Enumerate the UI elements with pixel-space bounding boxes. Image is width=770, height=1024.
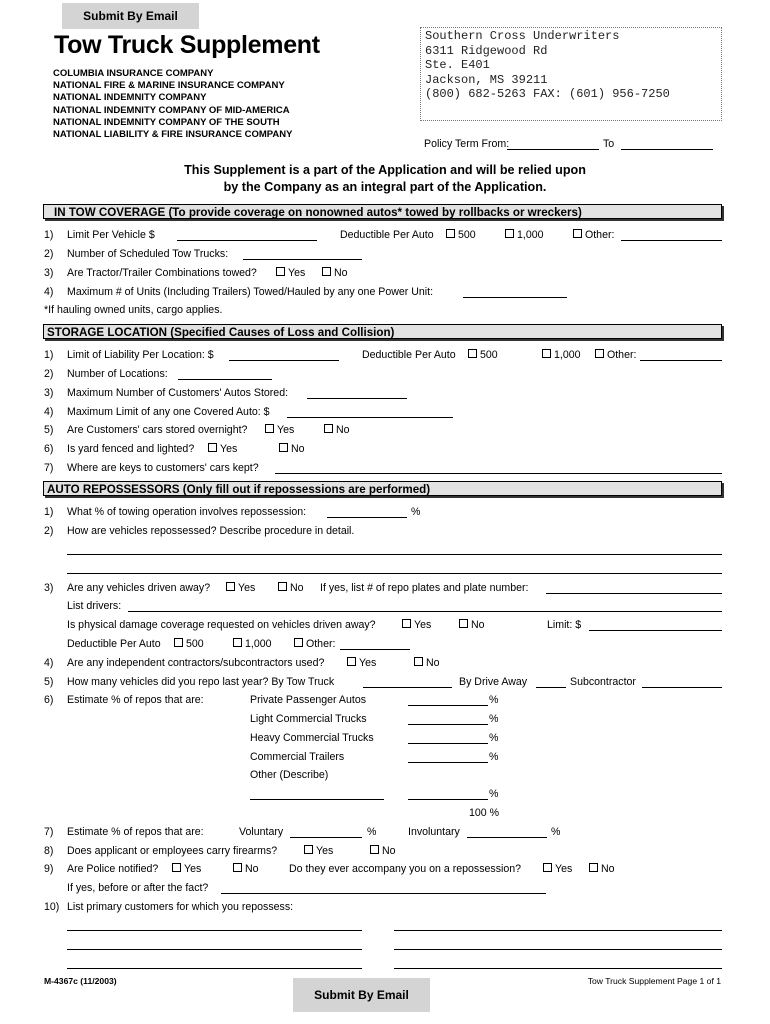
tow-ded-1000-checkbox[interactable]: 1,000 — [505, 229, 544, 241]
submit-by-email-button-top[interactable]: Submit By Email — [62, 3, 199, 29]
item-number: 7) — [44, 462, 54, 474]
tow-limit-label: Limit Per Vehicle $ — [67, 229, 155, 241]
percent-sign: % — [489, 732, 499, 744]
item-number: 1) — [44, 229, 54, 241]
item-number: 2) — [44, 248, 54, 260]
item-number: 3) — [44, 267, 54, 279]
repo-before-after-label: If yes, before or after the fact? — [67, 882, 209, 894]
storage-fenced-yes-checkbox[interactable]: Yes — [208, 443, 237, 455]
policy-term-from-field[interactable] — [507, 149, 599, 150]
repo-customers-field[interactable] — [67, 949, 362, 950]
agency-address-box — [420, 27, 722, 121]
percent-sign: % — [489, 713, 499, 725]
repo-other-describe-field[interactable] — [250, 799, 384, 800]
repo-estimate-label: Estimate % of repos that are: — [67, 694, 204, 706]
tow-max-units-label: Maximum # of Units (Including Trailers) Towed/Hauled by any one Power Unit: — [67, 286, 434, 298]
storage-limit-field[interactable] — [229, 360, 339, 361]
storage-keys-label: Where are keys to customers' cars kept? — [67, 462, 259, 474]
item-number: 10) — [44, 901, 60, 913]
storage-locations-field[interactable] — [178, 379, 272, 380]
repo-total-percent: 100 % — [469, 807, 500, 819]
repo-voluntary-field[interactable] — [290, 837, 362, 838]
repo-involuntary-field[interactable] — [467, 837, 547, 838]
company-list — [53, 68, 292, 141]
repo-how-many-label: How many vehicles did you repo last year? By Tow Truck — [67, 676, 335, 688]
policy-term-from-label: Policy Term From: — [424, 138, 510, 150]
repo-drivers-label: List drivers: — [67, 600, 122, 612]
repo-type-pct-field[interactable] — [408, 743, 488, 744]
company-name: NATIONAL FIRE & MARINE INSURANCE COMPANY — [53, 80, 285, 92]
repo-customers-field[interactable] — [67, 968, 362, 969]
repo-accompany-label: Do they ever accompany you on a repossession? — [289, 863, 522, 875]
percent-sign: % — [411, 506, 421, 518]
repo-police-label: Are Police notified? — [67, 863, 159, 875]
storage-fenced-no-checkbox[interactable]: No — [279, 443, 305, 455]
storage-ded-other-checkbox[interactable]: Other: — [595, 349, 636, 361]
repo-customers-field[interactable] — [394, 968, 722, 969]
storage-overnight-no-checkbox[interactable]: No — [324, 424, 350, 436]
repo-subcontractor-field[interactable] — [642, 687, 722, 688]
repo-drive-away-field[interactable] — [536, 687, 566, 688]
item-number: 2) — [44, 368, 54, 380]
repo-driven-no-checkbox[interactable]: No — [278, 582, 304, 594]
item-number: 4) — [44, 286, 54, 298]
repo-how-label: How are vehicles repossessed? Describe procedure in detail. — [67, 525, 355, 537]
item-number: 1) — [44, 349, 54, 361]
policy-term-to-label: To — [603, 138, 615, 150]
repo-by-tow-truck-field[interactable] — [363, 687, 452, 688]
repo-type-pct-field[interactable] — [408, 799, 488, 800]
repo-ded-other-field[interactable] — [340, 649, 410, 650]
repo-type-label: Commercial Trailers — [250, 751, 345, 763]
percent-sign: % — [551, 826, 561, 838]
repo-physical-damage-label: Is physical damage coverage requested on vehicles driven away? — [67, 619, 376, 631]
intro-statement — [0, 162, 770, 196]
storage-ded-other-field[interactable] — [640, 360, 722, 361]
storage-max-customers-field[interactable] — [307, 398, 407, 399]
repo-firearms-no-checkbox[interactable]: No — [370, 845, 396, 857]
address-line: (800) 682-5263 FAX: (601) 956-7250 — [425, 87, 670, 102]
policy-term-to-field[interactable] — [621, 149, 713, 150]
repo-plates-label: If yes, list # of repo plates and plate number: — [320, 582, 529, 594]
storage-keys-field[interactable] — [275, 473, 722, 474]
repo-contractors-label: Are any independent contractors/subcontractors used? — [67, 657, 325, 669]
repo-physical-limit-field[interactable] — [589, 630, 722, 631]
item-number: 5) — [44, 676, 54, 688]
tow-footnote: *If hauling owned units, cargo applies. — [44, 304, 223, 316]
company-name: NATIONAL INDEMNITY COMPANY OF MID-AMERICA — [53, 104, 290, 116]
page-footer: Tow Truck Supplement Page 1 of 1 — [587, 976, 721, 986]
repo-type-label: Other (Describe) — [250, 769, 329, 781]
section-header-repossessors: AUTO REPOSSESSORS (Only fill out if repossessions are performed) — [43, 481, 722, 496]
tow-ded-500-checkbox[interactable]: 500 — [446, 229, 476, 241]
tow-ded-other-checkbox[interactable]: Other: — [573, 229, 614, 241]
section-header-in-tow: IN TOW COVERAGE (To provide coverage on nonowned autos* towed by rollbacks or wreckers) — [43, 204, 722, 219]
percent-sign: % — [489, 751, 499, 763]
repo-subcontractor-label: Subcontractor — [570, 676, 636, 688]
repo-plates-field[interactable] — [546, 593, 722, 594]
address-line: 6311 Ridgewood Rd — [425, 43, 548, 58]
item-number: 6) — [44, 694, 54, 706]
repo-physical-yes-checkbox[interactable]: Yes — [402, 619, 431, 631]
storage-overnight-yes-checkbox[interactable]: Yes — [265, 424, 294, 436]
repo-type-pct-field[interactable] — [408, 705, 488, 706]
repo-police-yes-checkbox[interactable]: Yes — [172, 863, 201, 875]
tow-ded-other-field[interactable] — [621, 240, 722, 241]
repo-contractors-yes-checkbox[interactable]: Yes — [347, 657, 376, 669]
page-title: Tow Truck Supplement — [54, 31, 320, 59]
repo-physical-limit-label: Limit: $ — [547, 619, 582, 631]
repo-type-pct-field[interactable] — [408, 762, 488, 763]
storage-ded-1000-checkbox[interactable]: 1,000 — [542, 349, 581, 361]
repo-involuntary-label: Involuntary — [408, 826, 460, 838]
repo-customers-field[interactable] — [394, 930, 722, 931]
tow-limit-field[interactable] — [177, 240, 317, 241]
item-number: 5) — [44, 424, 54, 436]
storage-ded-500-checkbox[interactable]: 500 — [468, 349, 498, 361]
tow-deductible-label: Deductible Per Auto — [340, 229, 434, 241]
repo-driven-yes-checkbox[interactable]: Yes — [226, 582, 255, 594]
item-number: 4) — [44, 657, 54, 669]
repo-firearms-yes-checkbox[interactable]: Yes — [304, 845, 333, 857]
item-number: 1) — [44, 506, 54, 518]
item-number: 3) — [44, 387, 54, 399]
repo-drive-away-label: By Drive Away — [459, 676, 528, 688]
item-number: 2) — [44, 525, 54, 537]
storage-deductible-label: Deductible Per Auto — [362, 349, 456, 361]
item-number: 3) — [44, 582, 54, 594]
address-line: Southern Cross Underwriters — [425, 29, 620, 43]
repo-firearms-label: Does applicant or employees carry firearms? — [67, 845, 278, 857]
repo-how-field-line-2[interactable] — [67, 573, 722, 574]
repo-drivers-field[interactable] — [128, 611, 722, 612]
repo-type-label: Heavy Commercial Trucks — [250, 732, 374, 744]
item-number: 4) — [44, 406, 54, 418]
storage-fenced-label: Is yard fenced and lighted? — [67, 443, 195, 455]
storage-limit-label: Limit of Liability Per Location: $ — [67, 349, 214, 361]
address-line: Ste. E401 — [425, 58, 490, 73]
storage-overnight-label: Are Customers' cars stored overnight? — [67, 424, 248, 436]
storage-max-customers-label: Maximum Number of Customers' Autos Stored: — [67, 387, 289, 399]
repo-type-pct-field[interactable] — [408, 724, 488, 725]
repo-deductible-label: Deductible Per Auto — [67, 638, 161, 650]
tow-scheduled-label: Number of Scheduled Tow Trucks: — [67, 248, 229, 260]
repo-physical-no-checkbox[interactable]: No — [459, 619, 485, 631]
repo-ded-1000-checkbox[interactable]: 1,000 — [233, 638, 272, 650]
repo-customers-label: List primary customers for which you repossess: — [67, 901, 294, 913]
address-line: Jackson, MS 39211 — [425, 72, 548, 87]
percent-sign: % — [489, 788, 499, 800]
intro-line: by the Company as an integral part of the Application. — [223, 180, 547, 194]
repo-pct-towing-field[interactable] — [327, 517, 407, 518]
repo-police-no-checkbox[interactable]: No — [233, 863, 259, 875]
company-name: NATIONAL LIABILITY & FIRE INSURANCE COMPANY — [53, 129, 293, 141]
repo-estimate2-label: Estimate % of repos that are: — [67, 826, 204, 838]
intro-line: This Supplement is a part of the Application and will be relied upon — [184, 163, 586, 177]
storage-locations-label: Number of Locations: — [67, 368, 168, 380]
repo-accompany-no-checkbox[interactable]: No — [589, 863, 615, 875]
storage-max-limit-label: Maximum Limit of any one Covered Auto: $ — [67, 406, 270, 418]
tow-max-units-field[interactable] — [463, 297, 567, 298]
tow-tractor-yes-checkbox[interactable]: Yes — [276, 267, 305, 279]
repo-type-label: Private Passenger Autos — [250, 694, 367, 706]
percent-sign: % — [367, 826, 377, 838]
tow-tractor-no-checkbox[interactable]: No — [322, 267, 348, 279]
repo-type-label: Light Commercial Trucks — [250, 713, 367, 725]
repo-driven-label: Are any vehicles driven away? — [67, 582, 211, 594]
repo-accompany-yes-checkbox[interactable]: Yes — [543, 863, 572, 875]
section-header-storage: STORAGE LOCATION (Specified Causes of Loss and Collision) — [43, 324, 722, 339]
company-name: COLUMBIA INSURANCE COMPANY — [53, 68, 214, 79]
repo-pct-towing-label: What % of towing operation involves repossession: — [67, 506, 307, 518]
repo-customers-field[interactable] — [394, 949, 722, 950]
repo-ded-other-checkbox[interactable]: Other: — [294, 638, 335, 650]
repo-contractors-no-checkbox[interactable]: No — [414, 657, 440, 669]
repo-voluntary-label: Voluntary — [239, 826, 284, 838]
storage-max-limit-field[interactable] — [287, 417, 453, 418]
item-number: 6) — [44, 443, 54, 455]
item-number: 8) — [44, 845, 54, 857]
tow-tractor-label: Are Tractor/Trailer Combinations towed? — [67, 267, 257, 279]
repo-ded-500-checkbox[interactable]: 500 — [174, 638, 204, 650]
company-name: NATIONAL INDEMNITY COMPANY OF THE SOUTH — [53, 116, 280, 128]
item-number: 7) — [44, 826, 54, 838]
repo-before-after-field[interactable] — [221, 893, 546, 894]
tow-scheduled-field[interactable] — [243, 259, 362, 260]
company-name: NATIONAL INDEMNITY COMPANY — [53, 92, 207, 104]
repo-customers-field[interactable] — [67, 930, 362, 931]
item-number: 9) — [44, 863, 54, 875]
repo-how-field-line-1[interactable] — [67, 554, 722, 555]
form-number: M-4367c (11/2003) — [44, 976, 117, 986]
submit-by-email-button-bottom[interactable]: Submit By Email — [293, 978, 430, 1012]
percent-sign: % — [489, 694, 499, 706]
